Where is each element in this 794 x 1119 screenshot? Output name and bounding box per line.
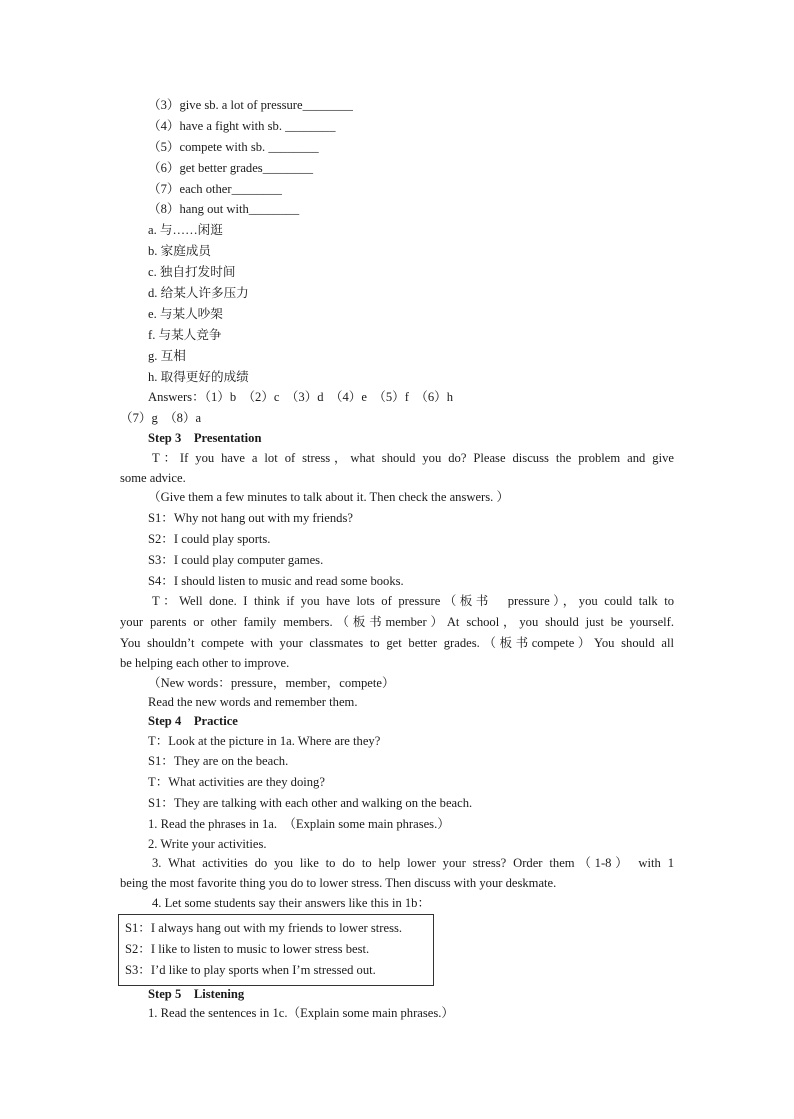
practice-item-4: 4. Let some students say their answers like this in 1b： [152,896,431,910]
teacher-line-picture: T：Look at the picture in 1a. Where are they? [148,734,381,748]
phrase-4: （4）have a fight with sb. ________ [148,119,336,133]
teacher-line-activities: T：What activities are they doing? [148,775,325,789]
teacher-feedback-line-4: be helping each other to improve. [120,656,290,670]
step-4-heading: Step 4 Practice [148,714,238,728]
meaning-e: e. 与某人吵架 [148,307,223,321]
example-answer-3: S3：I’d like to play sports when I’m stressed out. [125,963,376,977]
phrase-6: （6）get better grades________ [148,161,314,175]
meaning-b: b. 家庭成员 [148,244,211,258]
student-2-reply: S2：I could play sports. [148,532,271,546]
teacher-feedback-line-2: your parents or other family members.（板书member）At school，you should just be yourself. [120,615,674,629]
phrase-3: （3）give sb. a lot of pressure________ [148,98,353,112]
example-answers-box [118,914,434,986]
teacher-feedback-line-3: You shouldn’t compete with your classmates to get better grades.（板书compete）You should all [120,636,674,650]
answers-line-2: （7）g （8）a [120,411,202,425]
meaning-d: d. 给某人许多压力 [148,286,249,300]
new-words: （New words：pressure，member，compete） [148,676,395,690]
student-1-reply: S1：Why not hang out with my friends? [148,511,353,525]
read-new-words: Read the new words and remember them. [148,695,358,709]
student-line-beach: S1：They are on the beach. [148,754,289,768]
answers-line-1: Answers：（1）b （2）c （3）d （4）e （5）f （6）h [148,390,454,404]
step-3-heading: Step 3 Presentation [148,431,262,445]
meaning-f: f. 与某人竞争 [148,328,222,342]
student-3-reply: S3：I could play computer games. [148,553,324,567]
phrase-8: （8）hang out with________ [148,202,300,216]
example-answer-1: S1：I always hang out with my friends to lower stress. [125,921,403,935]
phrase-7: （7）each other________ [148,182,282,196]
listening-item-1: 1. Read the sentences in 1c.（Explain some main phrases.） [148,1006,455,1020]
step-3-note: （Give them a few minutes to talk about it. Then check the answers. ） [148,490,510,504]
student-line-talking: S1：They are talking with each other and walking on the beach. [148,796,473,810]
meaning-h: h. 取得更好的成绩 [148,370,249,384]
meaning-c: c. 独自打发时间 [148,265,236,279]
teacher-feedback-line-1: T：Well done. I think if you have lots of pressure（板书 pressure），you could talk to [152,594,674,608]
meaning-g: g. 互相 [148,349,186,363]
teacher-question-line-1: T：If you have a lot of stress，what should you do? Please discuss the problem and give [152,451,674,465]
practice-item-3-line-2: being the most favorite thing you do to lower stress. Then discuss with your deskmate. [120,876,557,890]
student-4-reply: S4：I should listen to music and read some books. [148,574,404,588]
example-answer-2: S2：I like to listen to music to lower stress best. [125,942,370,956]
practice-item-1: 1. Read the phrases in 1a. （Explain some main phrases.） [148,817,450,831]
practice-item-2: 2. Write your activities. [148,837,267,851]
practice-item-3-line-1: 3. What activities do you like to do to help lower your stress? Order them（1-8） with 1 [152,856,674,870]
step-5-heading: Step 5 Listening [148,987,245,1001]
meaning-a: a. 与……闲逛 [148,223,223,237]
teacher-question-line-2: some advice. [120,471,186,485]
phrase-5: （5）compete with sb. ________ [148,140,319,154]
